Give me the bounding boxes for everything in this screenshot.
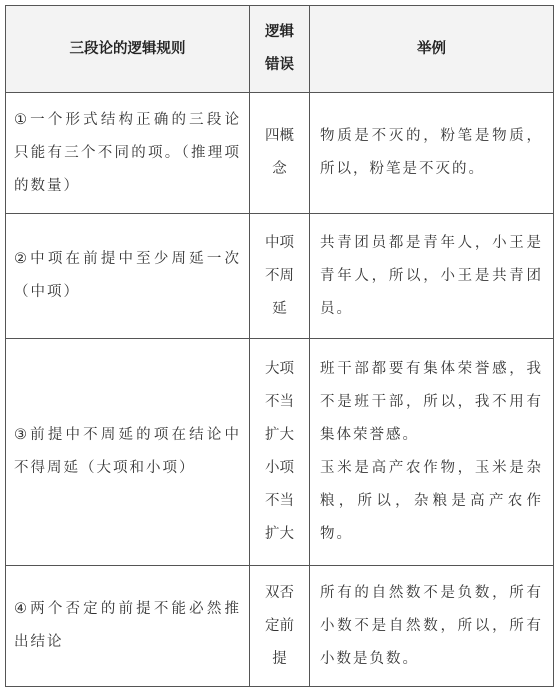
error-line: 延: [272, 300, 287, 317]
error-line: 扩大: [265, 427, 294, 443]
table-row: [6, 93, 554, 214]
example-text: 物质是不灭的，粉笔是物质，所以，粉笔是不灭的。: [320, 128, 543, 177]
table-header-row: [6, 6, 554, 93]
example-cell: [310, 93, 554, 214]
rule-cell: ②中项在前提中至少周延一次（中项）: [6, 214, 250, 339]
rule-cell: ①一个形式结构正确的三段论只能有三个不同的项。（推理项的数量）: [6, 93, 250, 214]
error-cell: [250, 93, 310, 214]
header-example: 举例: [310, 6, 554, 93]
error-line: 念: [272, 161, 287, 177]
error-line: 四概: [265, 128, 294, 144]
error-line: 不周: [265, 267, 294, 284]
header-rule: 三段论的逻辑规则: [6, 6, 250, 93]
logic-rules-table: [5, 5, 554, 687]
example-cell: [310, 339, 554, 566]
error-line: 大项: [265, 361, 294, 377]
example-text: 所有的自然数不是负数，所有小数不是自然数，所以，所有小数是负数。: [320, 584, 543, 667]
header-error-line1: 逻辑: [265, 24, 294, 40]
header-error: [250, 6, 310, 93]
rule-cell: ④两个否定的前提不能必然推出结论: [6, 566, 250, 687]
error-line: 不当: [265, 394, 294, 410]
error-line: 提: [272, 650, 287, 667]
header-error-line2: 错误: [265, 57, 294, 73]
example-cell: [310, 214, 554, 339]
error-line: 定前: [265, 617, 294, 634]
table-row: [6, 339, 554, 566]
error-cell: [250, 214, 310, 339]
error-line: 双否: [265, 584, 294, 601]
error-line: 中项: [265, 234, 294, 251]
error-cell: [250, 339, 310, 566]
example-text: 共青团员都是青年人，小王是青年人，所以，小王是共青团员。: [320, 234, 543, 317]
table-row: [6, 214, 554, 339]
error-line: 扩大: [265, 526, 294, 542]
example-text: 班干部都要有集体荣誉感，我不是班干部，所以，我不用有集体荣誉感。: [320, 361, 543, 443]
example-cell: [310, 566, 554, 687]
error-line: 小项: [265, 460, 294, 476]
error-cell: [250, 566, 310, 687]
rule-cell: ③前提中不周延的项在结论中不得周延（大项和小项）: [6, 339, 250, 566]
table-row: [6, 566, 554, 687]
error-line: 不当: [265, 493, 294, 509]
example-text: 玉米是高产农作物，玉米是杂粮，所以，杂粮是高产农作物。: [320, 460, 543, 542]
